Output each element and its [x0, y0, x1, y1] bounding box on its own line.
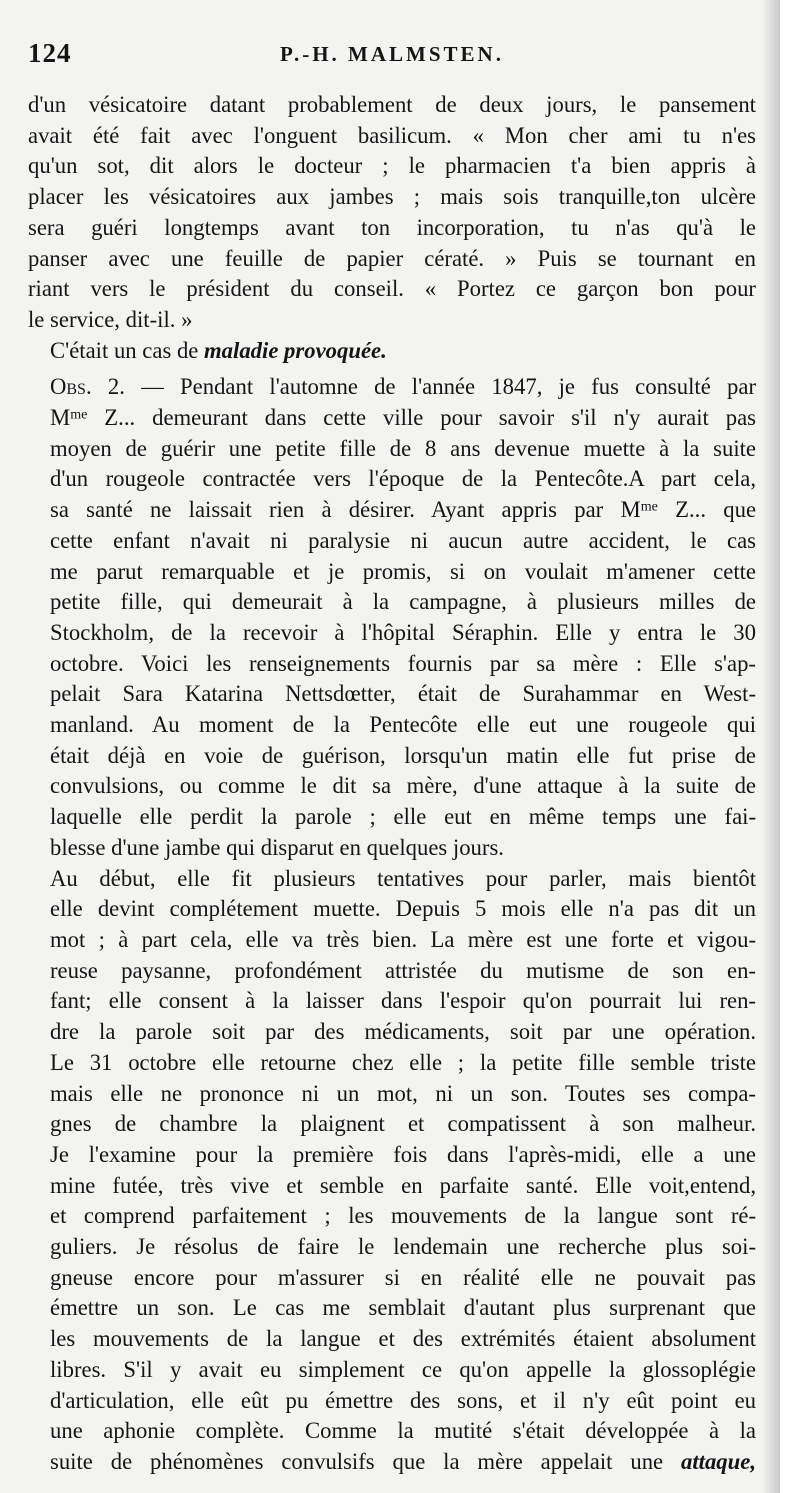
- body-text: [28, 90, 756, 1478]
- italic-word: attaque,: [681, 1448, 757, 1474]
- paragraph-1: [28, 90, 756, 336]
- text-line: moyen de guérir une petite fille de 8 ans devenue muette à la suite: [50, 435, 756, 461]
- text-line: le service, dit-il. »: [28, 306, 193, 332]
- text-run: que: [723, 497, 757, 523]
- text-run: C'était un cas de: [50, 337, 205, 363]
- text-line: octobre. Voici les renseignements fournis par sa mère : Elle s'ap-: [50, 650, 756, 676]
- text-line: émettre un son. Le cas me semblait d'autant plus surprenant que: [50, 1295, 756, 1321]
- text-line: riant vers le président du conseil. « Portez ce garçon bon pour: [28, 276, 756, 302]
- text-line: une aphonie complète. Comme la mutité s'était développée à la: [50, 1418, 756, 1444]
- text-line: mais elle ne prononce ni un mot, ni un son. Toutes ses compa-: [50, 1080, 756, 1106]
- text-line: qu'un sot, dit alors le docteur ; le pharmacien t'a bien appris à: [28, 153, 756, 179]
- text-line: gneuse encore pour m'assurer si en réalité elle ne pouvait pas: [50, 1264, 756, 1290]
- text-line: fant; elle consent à la laisser dans l'espoir qu'on pourrait lui ren-: [50, 988, 756, 1014]
- text-line: les mouvements de la langue et des extrémités étaient absolument: [50, 1326, 756, 1352]
- paragraph-4: [28, 864, 756, 1478]
- text-line: mot ; à part cela, elle va très bien. La mère est une forte et vigou-: [50, 926, 756, 952]
- text-line: convulsions, ou comme le dit sa mère, d'une attaque à la suite de: [50, 773, 756, 799]
- text-run: suite de phénomènes convulsifs que la mère appelait une: [50, 1448, 664, 1474]
- text-run: demeurant dans cette ville pour savoir s'il n'y aurait pas: [152, 405, 757, 431]
- italic-phrase: maladie provoquée.: [204, 337, 387, 363]
- honorific: $M^{me}$ Z...: [50, 405, 136, 431]
- text-line: Au début, elle fit plusieurs tentatives pour parler, mais bientôt: [50, 865, 756, 891]
- text-line: manland. Au moment de la Pentecôte elle eut une rougeole qui: [50, 712, 756, 738]
- text-line: Le 31 octobre elle retourne chez elle ; la petite fille semble triste: [50, 1049, 756, 1075]
- text-line: libres. S'il y avait eu simplement ce qu'on appelle la glossoplégie: [50, 1356, 756, 1382]
- paragraph-2: [28, 336, 756, 367]
- text-line: Stockholm, de la recevoir à l'hôpital Séraphin. Elle y entra le 30: [50, 619, 756, 645]
- text-line: reuse paysanne, profondément attristée du mutisme de son en-: [50, 957, 756, 983]
- text-line: dre la parole soit par des médicaments, soit par une opération.: [50, 1019, 756, 1045]
- text-line: d'un vésicatoire datant probablement de deux jours, le pansement: [28, 92, 756, 117]
- text-line: elle devint complétement muette. Depuis 5 mois elle n'a pas dit un: [50, 896, 756, 922]
- text-line: blesse d'une jambe qui disparut en quelques jours.: [50, 834, 504, 860]
- paragraph-obs-2: [28, 372, 756, 863]
- text-line: laquelle elle perdit la parole ; elle eut en même temps une fai-: [50, 804, 756, 830]
- text-line: et comprend parfaitement ; les mouvements de la langue sont ré-: [50, 1203, 756, 1229]
- text-line: était déjà en voie de guérison, lorsqu'un matin elle fut prise de: [50, 742, 756, 768]
- text-line: gnes de chambre la plaignent et compatissent à son malheur.: [50, 1111, 756, 1137]
- text-line: Je l'examine pour la première fois dans l'après-midi, elle a une: [50, 1141, 756, 1167]
- running-head: P.-H. MALMSTEN.: [280, 42, 504, 66]
- page-number: 124: [28, 38, 72, 68]
- text-line: guliers. Je résolus de faire le lendemain une recherche plus soi-: [50, 1234, 756, 1260]
- text-line: petite fille, qui demeurait à la campagne, à plusieurs milles de: [50, 589, 756, 615]
- text-line: me parut remarquable et je promis, si on voulait m'amener cette: [50, 558, 756, 584]
- text-line: cette enfant n'avait ni paralysie ni aucun autre accident, le cas: [50, 527, 756, 553]
- page-header: [28, 30, 756, 90]
- text-line: d'articulation, elle eût pu émettre des sons, et il n'y eût point eu: [50, 1387, 756, 1413]
- text-run: — Pendant l'automne de l'année 1847, je fus consulté par: [124, 374, 756, 400]
- text-run: sa santé ne laissait rien à désirer. Ayant appris par: [50, 497, 604, 523]
- text-line: mine futée, très vive et semble en parfaite santé. Elle voit,entend,: [50, 1172, 756, 1198]
- observation-label: Obs. 2.: [50, 374, 125, 400]
- text-line: panser avec une feuille de papier cératé. » Puis se tournant en: [28, 245, 756, 271]
- text-line: sera guéri longtemps avant ton incorporation, tu n'as qu'à le: [28, 214, 756, 240]
- honorific: $M^{me}$ Z...: [620, 497, 707, 523]
- text-line: pelait Sara Katarina Nettsdœtter, était de Surahammar en West-: [50, 681, 756, 707]
- text-line: avait été fait avec l'onguent basilicum. « Mon cher ami tu n'es: [28, 122, 756, 148]
- text-line: d'un rougeole contractée vers l'époque de la Pentecôte.A part cela,: [50, 466, 756, 492]
- text-line: placer les vésicatoires aux jambes ; mais sois tranquille,ton ulcère: [28, 184, 756, 210]
